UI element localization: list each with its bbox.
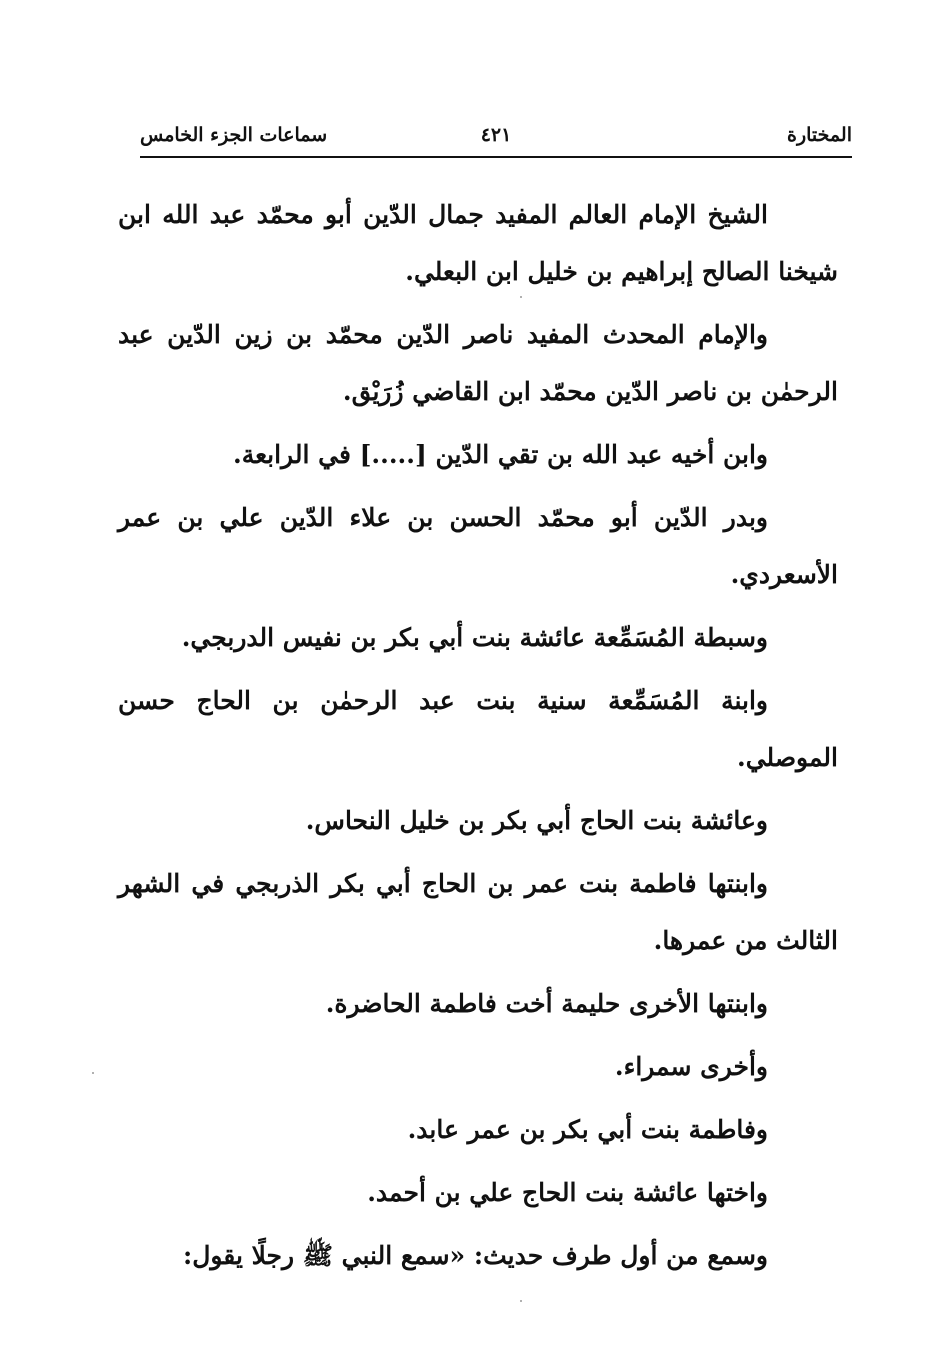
- paragraph: وابن أخيه عبد الله بن تقي الدّين [.....] في الرابعة.: [232, 440, 768, 469]
- scan-speck: [520, 1300, 522, 1302]
- paragraph: وعائشة بنت الحاج أبي بكر بن خليل النحاس.: [305, 806, 768, 835]
- header-rule: [140, 156, 852, 158]
- paragraph: وفاطمة بنت أبي بكر بن عمر عابد.: [407, 1115, 768, 1144]
- running-header: [140, 118, 852, 158]
- paragraph: واختها عائشة بنت الحاج علي بن أحمد.: [367, 1178, 768, 1207]
- paragraph: وأخرى سمراء.: [614, 1052, 768, 1081]
- page-number: ٤٢١: [480, 124, 512, 146]
- paragraph: وسبطة المُسَمِّعة عائشة بنت أبي بكر بن نفيس الدربجي.: [181, 623, 768, 652]
- paragraph: وسمع من أول طرف حديث: «سمع النبي ﷺ رجلًا يقول:: [182, 1241, 768, 1270]
- scan-speck: [92, 1072, 94, 1074]
- paragraph: وابنة المُسَمِّعة سنية بنت عبد الرحمٰن بن الحاج حسن الموصلي.: [118, 686, 838, 772]
- paragraph: وابنتها الأخرى حليمة أخت فاطمة الحاضرة.: [325, 989, 768, 1018]
- paragraph: الشيخ الإمام العالم المفيد جمال الدّين أبو محمّد عبد الله ابن شيخنا الصالح إبراهيم بن خليل ابن البعلي.: [118, 200, 838, 286]
- section-title: سماعات الجزء الخامس: [140, 124, 328, 146]
- scan-speck: [520, 296, 522, 298]
- body-text: [118, 186, 838, 1284]
- book-title: المختارة: [787, 124, 852, 146]
- paragraph: والإمام المحدث المفيد ناصر الدّين محمّد بن زين الدّين عبد الرحمٰن بن ناصر الدّين محمّد ابن القاضي زُرَيْق.: [118, 320, 838, 406]
- paragraph: وبدر الدّين أبو محمّد الحسن بن علاء الدّين علي بن عمر الأسعردي.: [118, 503, 838, 589]
- paragraph: وابنتها فاطمة بنت عمر بن الحاج أبي بكر الذربجي في الشهر الثالث من عمرها.: [118, 869, 838, 955]
